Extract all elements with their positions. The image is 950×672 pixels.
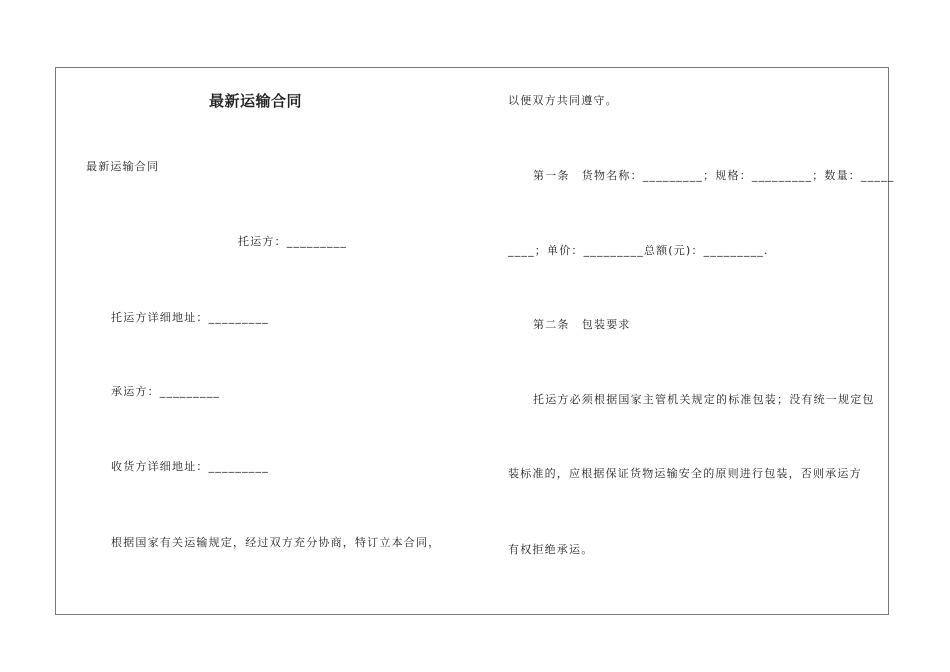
document-title: 最新运输合同 <box>209 92 303 110</box>
preamble-continuation: 以便双方共同遵守。 <box>508 94 618 107</box>
shipper-address-line: 托运方详细地址：_________ <box>111 311 269 324</box>
document-page-frame <box>55 67 889 615</box>
article-2-line-2: 装标准的，应根据保证货物运输安全的原则进行包装，否则承运方 <box>508 467 862 480</box>
subtitle-line: 最新运输合同 <box>86 160 160 173</box>
article-1-line-1: 第一条 货物名称：_________；规格：_________；数量：_____ <box>533 169 895 182</box>
consignee-address-line: 收货方详细地址：_________ <box>111 460 269 473</box>
article-2-heading: 第二条 包装要求 <box>533 318 631 331</box>
article-1-line-2: ____；单价：_________总额(元)：_________. <box>508 244 769 257</box>
preamble-line: 根据国家有关运输规定，经过双方充分协商，特订立本合同， <box>111 536 441 549</box>
article-2-line-3: 有权拒绝承运。 <box>508 543 594 556</box>
shipper-line: 托运方：_________ <box>238 235 348 248</box>
carrier-line: 承运方：_________ <box>111 385 221 398</box>
article-2-line-1: 托运方必须根据国家主管机关规定的标准包装；没有统一规定包 <box>533 393 875 406</box>
